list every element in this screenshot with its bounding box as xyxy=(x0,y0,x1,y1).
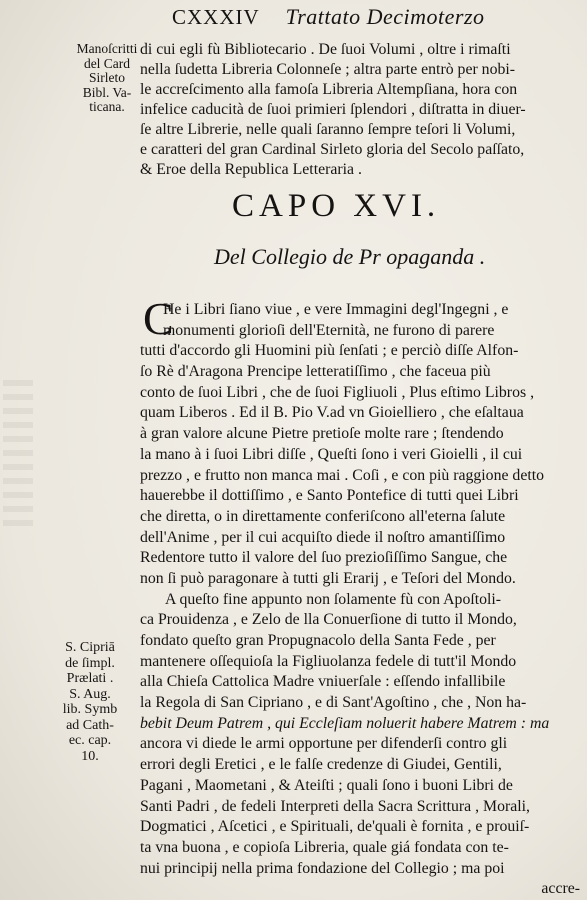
text-line: Redentore tutto il valore del ſuo prezioſiſſimo Sangue, che xyxy=(140,549,508,567)
margin-note-line: ec. cap. xyxy=(68,733,112,748)
margin-note-line: del Card xyxy=(83,55,131,71)
text-line: ta vna buona , e copioſa Libreria, quale giá fondata con te- xyxy=(140,838,509,856)
text-line: Santi Padri , de fedeli Interpreti della Sacra Scrittura , Morali, xyxy=(140,797,530,815)
chapter-subtitle: Del Collegio de Pr opaganda . xyxy=(214,244,486,269)
margin-note-line: S. Cipriā xyxy=(65,640,115,655)
text-line: quam Liberos . Ed il B. Pio V.ad vn Gioielliero , che eſaltaua xyxy=(140,404,524,422)
text-line: nui principij nella prima fondazione del Collegio ; ma poi xyxy=(140,859,505,877)
text-line: e caratteri del gran Cardinal Sirleto gloria del Secolo paſſato, xyxy=(140,141,525,158)
chapter-heading: CAPO XVI. xyxy=(232,188,441,224)
text-line: che diretta, o in direttamente conferiſcono all'eterna ſalute xyxy=(140,507,506,525)
text-line: alla Chieſa Cattolica Madre vniuerſale : eſſendo infallibile xyxy=(140,673,506,691)
text-line: à gran valore alcune Pietre pretioſe molte rare ; ſtendendo xyxy=(140,425,504,443)
margin-note-line: Bibl. Va- xyxy=(82,84,132,100)
text-line: ca Prouidenza , e Zelo de lla Conuerſione di tutto il Mondo, xyxy=(140,611,517,629)
margin-note-line: ticana. xyxy=(89,99,125,114)
text-line: non ſi può paragonare à tutti gli Erarij , e Teſori del Mondo. xyxy=(140,569,516,587)
page-number: CXXXIV xyxy=(172,5,260,29)
text-line: He i Libri ſiano viue , e vere Immagini degl'Ingegni , e xyxy=(163,301,509,318)
body-text xyxy=(140,300,580,900)
margin-note-line: de ſimpl. xyxy=(65,655,115,671)
margin-note-citations xyxy=(56,640,124,764)
text-line: hauerebbe il dottiſſimo , e Santo Pontefice di tutti quei Libri xyxy=(140,487,519,505)
text-line: la mano à i ſuoi Libri diſſe , Queſti ſono i veri Gioielli , il cui xyxy=(140,445,523,463)
margin-note-line: lib. Symb xyxy=(62,702,118,717)
margin-note-line: Manoſcritti xyxy=(76,41,138,56)
catchword: accre- xyxy=(541,880,580,898)
text-line: Pagani , Maometani , & Ateiſti ; quali ſono i buoni Libri de xyxy=(140,776,513,794)
running-header xyxy=(172,4,577,34)
text-line: & Eroe della Republica Letteraria . xyxy=(140,161,362,178)
text-line: nella ſudetta Libreria Colonneſe ; altra parte entrò per nobi- xyxy=(140,61,516,78)
text-line: tutti d'accordo gli Huomini più ſenſati ; e perciò diſſe Alfon- xyxy=(140,342,519,360)
text-line: errori degli Eretici , e le falſe credenze di Giudei, Gentili, xyxy=(140,756,502,774)
text-line: mantenere oſſequioſa la Figliuolanza fedele di tutt'il Mondo xyxy=(140,652,517,670)
text-line: fondato queſto gran Propugnacolo della Santa Fede , per xyxy=(140,632,496,649)
text-line: le accreſcimento alla famoſa Libreria Altempſiana, hora con xyxy=(140,81,518,98)
text-line: bebit Deum Patrem , qui Eccleſiam noluerit habere Matrem : ma xyxy=(140,714,550,732)
margin-note-line: S. Aug. xyxy=(69,686,111,702)
text-line: prezzo , e frutto non manca mai . Coſi , e con più raggione detto xyxy=(140,466,545,484)
drop-cap: C xyxy=(143,293,174,344)
text-line: dell'Anime , per il cui acquiſto diede il noſtro amantiſſimo xyxy=(140,528,506,546)
text-line: infelice caducità de ſuoi primieri ſplendori , diſtratta in diuer- xyxy=(140,101,526,118)
margin-note-line: Sirleto xyxy=(89,70,125,85)
margin-note-line: ad Cath- xyxy=(66,717,114,733)
text-line: ſe altre Librerie, nelle quali ſaranno ſempre teſori li Volumi, xyxy=(140,121,516,138)
margin-note-line: 10. xyxy=(81,748,99,764)
text-line: ſo Rè d'Aragona Prencipe letteratiſſimo , che faceua più xyxy=(140,363,491,381)
bleed-through-shadow xyxy=(3,380,33,530)
text-line: conto de ſuoi Libri , che de ſuoi Figliuoli , Plus eſtimo Libros , xyxy=(140,383,535,401)
text-line: monumenti glorioſi dell'Eternità, ne furono di parere xyxy=(163,321,495,339)
text-line: Dogmatici , Aſcetici , e Spirituali, de'quali è fornita , e prouiſ- xyxy=(140,818,530,836)
top-paragraph xyxy=(140,40,580,180)
margin-note-line: Prælati . xyxy=(66,671,114,686)
text-line: la Regola di San Cipriano , e di Sant'Agoſtino , che , Non ha- xyxy=(140,694,527,712)
margin-note-manuscripts xyxy=(76,42,138,115)
text-line: A queſto fine appunto non ſolamente fù con Apoſtoli- xyxy=(165,590,502,608)
text-line: ancora vi diede le armi opportune per difenderſi contro gli xyxy=(140,735,508,753)
text-line: di cui egli fù Bibliotecario . De ſuoi Volumi , oltre i rimaſti xyxy=(140,41,511,58)
running-title: Trattato Decimoterzo xyxy=(285,4,485,29)
